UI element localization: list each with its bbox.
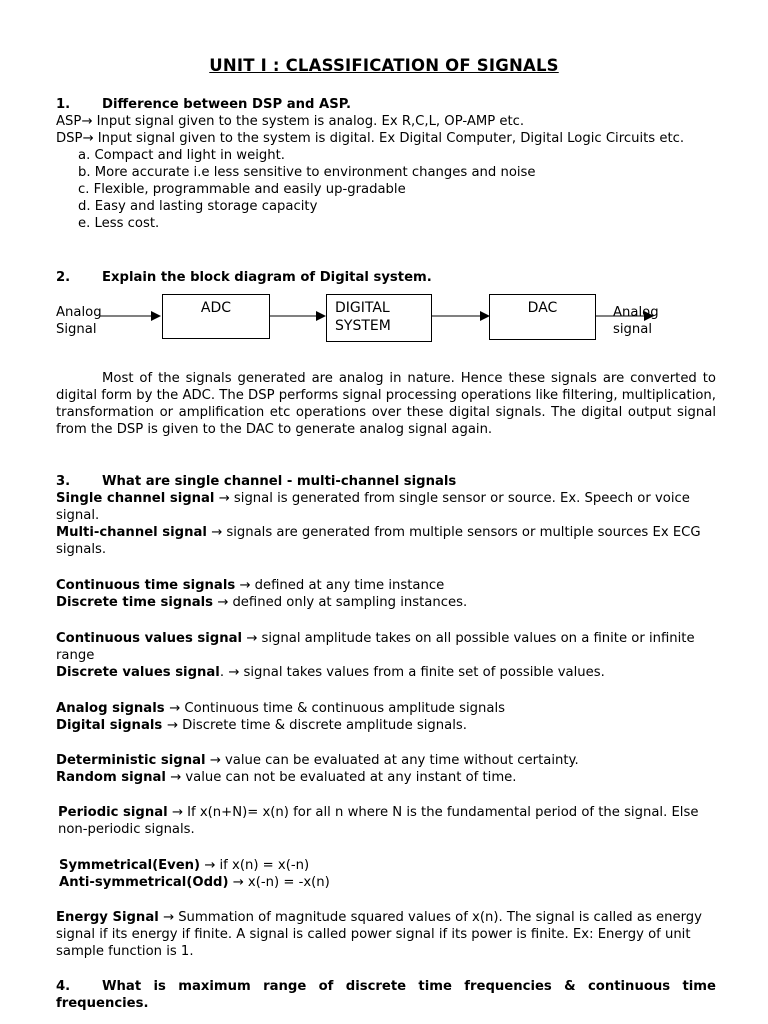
def-term: Single channel signal [56, 491, 215, 506]
def-term: Continuous time signals [56, 578, 236, 593]
asp-definition: ASP→ Input signal given to the system is analog. Ex R,C,L, OP-AMP etc. [56, 114, 525, 129]
def-term: Energy Signal [56, 910, 159, 925]
dac-label: DAC [527, 300, 558, 316]
def-arrow: → [206, 525, 227, 540]
block-diagram [0, 285, 768, 355]
def-term: Anti-symmetrical(Odd) [59, 875, 229, 890]
q2-heading [56, 269, 716, 286]
section-q4 [56, 978, 716, 1012]
def-text: if x(n) = x(-n) [219, 858, 310, 873]
q2-heading-text: Explain the block diagram of Digital system. [102, 270, 432, 285]
def-term: Analog signals [56, 701, 170, 716]
definition-single-channel [56, 490, 716, 524]
q1-heading [56, 96, 716, 113]
def-arrow: → [205, 753, 225, 768]
input-label [56, 304, 102, 338]
def-term: Continuous values signal [56, 631, 243, 646]
q4-heading-text: What is maximum range of discrete time frequencies & continuous time frequencies. [56, 979, 716, 1011]
def-arrow: → [167, 805, 188, 820]
output-label [613, 304, 659, 338]
def-term: Random signal [56, 770, 166, 785]
q1-heading-text: Difference between DSP and ASP. [102, 97, 351, 112]
definition-odd [59, 874, 719, 891]
def-text: value can be evaluated at any time without certainty. [224, 753, 579, 768]
q3-number: 3. [56, 474, 71, 489]
page-title: UNIT I : CLASSIFICATION OF SIGNALS [209, 56, 559, 75]
definition-energy [56, 909, 716, 960]
def-arrow: → [228, 875, 248, 890]
def-term: Discrete values signal [56, 665, 220, 680]
analog-digital-defs [56, 700, 716, 734]
definition-discrete-values [56, 664, 716, 681]
def-arrow: → [213, 595, 233, 610]
definition-discrete-time [56, 594, 716, 611]
def-text: value can not be evaluated at any instant of time. [185, 770, 517, 785]
ds-label-line2: SYSTEM [335, 318, 391, 334]
def-text: signal amplitude takes on all possible values on a finite or infinite range [56, 631, 695, 663]
definition-digital [56, 717, 716, 734]
def-text: Discrete time & discrete amplitude signals. [182, 718, 467, 733]
def-arrow: → [165, 770, 186, 785]
adc-block [162, 294, 270, 339]
advantages-list [78, 147, 716, 232]
def-arrow: → [166, 718, 183, 733]
def-text: signal takes values from a finite set of possible values. [243, 665, 605, 680]
def-text: defined at any time instance [254, 578, 445, 593]
output-label-line1: Analog [613, 305, 659, 320]
energy-def [56, 909, 716, 960]
def-text: Summation of magnitude squared values of x(n). The signal is called as energy signal if its energy if finite. A signal is called power signal if its power is finite. Ex: Energy of unit sample function is 1. [56, 910, 702, 959]
q2-number: 2. [56, 270, 71, 285]
list-item: b. More accurate i.e less sensitive to environment changes and noise [78, 165, 536, 180]
definition-deterministic [56, 752, 716, 769]
def-text: signals are generated from multiple sensors or multiple sources Ex ECG signals. [56, 525, 701, 557]
input-label-line2: Signal [56, 322, 97, 337]
def-text: defined only at sampling instances. [232, 595, 468, 610]
def-text: x(-n) = -x(n) [247, 875, 330, 890]
definition-continuous-time [56, 577, 716, 594]
definition-continuous-values [56, 630, 716, 664]
definition-multi-channel [56, 524, 716, 558]
def-arrow: → [214, 491, 234, 506]
def-term: Deterministic signal [56, 753, 206, 768]
q3-heading [56, 473, 716, 490]
definition-periodic [58, 804, 718, 838]
value-signal-defs [56, 630, 716, 681]
q2-paragraph: Most of the signals generated are analog in nature. Hence these signals are converted to digital form by the ADC. The DSP performs signal processing operations like filtering, multiplication, transformation or amplification etc operations over these digital signals. The digital output signal from the DSP is given to the DAC to generate analog signal again. [56, 371, 716, 437]
adc-label: ADC [200, 300, 232, 316]
q3-heading-text: What are single channel - multi-channel signals [102, 474, 457, 489]
def-text: Continuous time & continuous amplitude signals [184, 701, 505, 716]
list-item: c. Flexible, programmable and easily up-gradable [78, 182, 406, 197]
def-term: Multi-channel signal [56, 525, 207, 540]
deterministic-random-defs [56, 752, 716, 786]
def-arrow: → [235, 578, 255, 593]
symmetry-defs [59, 857, 719, 891]
input-label-line1: Analog [56, 305, 102, 320]
definition-even [59, 857, 719, 874]
periodic-def [58, 804, 718, 838]
list-item: a. Compact and light in weight. [78, 148, 285, 163]
def-term: Digital signals [56, 718, 167, 733]
digital-system-block [326, 294, 432, 342]
def-arrow: → [169, 701, 185, 716]
q1-number: 1. [56, 97, 71, 112]
dsp-definition: DSP→ Input signal given to the system is digital. Ex Digital Computer, Digital Logic Circuits etc. [56, 131, 685, 146]
section-q1 [56, 96, 716, 232]
def-term: Periodic signal [58, 805, 168, 820]
def-arrow: → [158, 910, 179, 925]
def-text: If x(n+N)= x(n) for all n where N is the fundamental period of the signal. Else non-periodic signals. [58, 805, 699, 837]
time-signal-defs [56, 577, 716, 611]
def-arrow: . → [219, 665, 244, 680]
list-item: e. Less cost. [78, 216, 160, 231]
def-arrow: → [200, 858, 220, 873]
definition-analog [56, 700, 716, 717]
def-term: Symmetrical(Even) [59, 858, 201, 873]
dac-block [489, 294, 596, 340]
definition-random [56, 769, 716, 786]
section-q3 [56, 473, 716, 558]
def-term: Discrete time signals [56, 595, 213, 610]
ds-label-line1: DIGITAL [335, 300, 390, 316]
q4-number: 4. [56, 979, 71, 994]
q4-heading [56, 978, 716, 1012]
list-item: d. Easy and lasting storage capacity [78, 199, 318, 214]
output-label-line2: signal [613, 322, 653, 337]
def-text: signal is generated from single sensor or source. Ex. Speech or voice signal. [56, 491, 690, 523]
def-arrow: → [242, 631, 262, 646]
